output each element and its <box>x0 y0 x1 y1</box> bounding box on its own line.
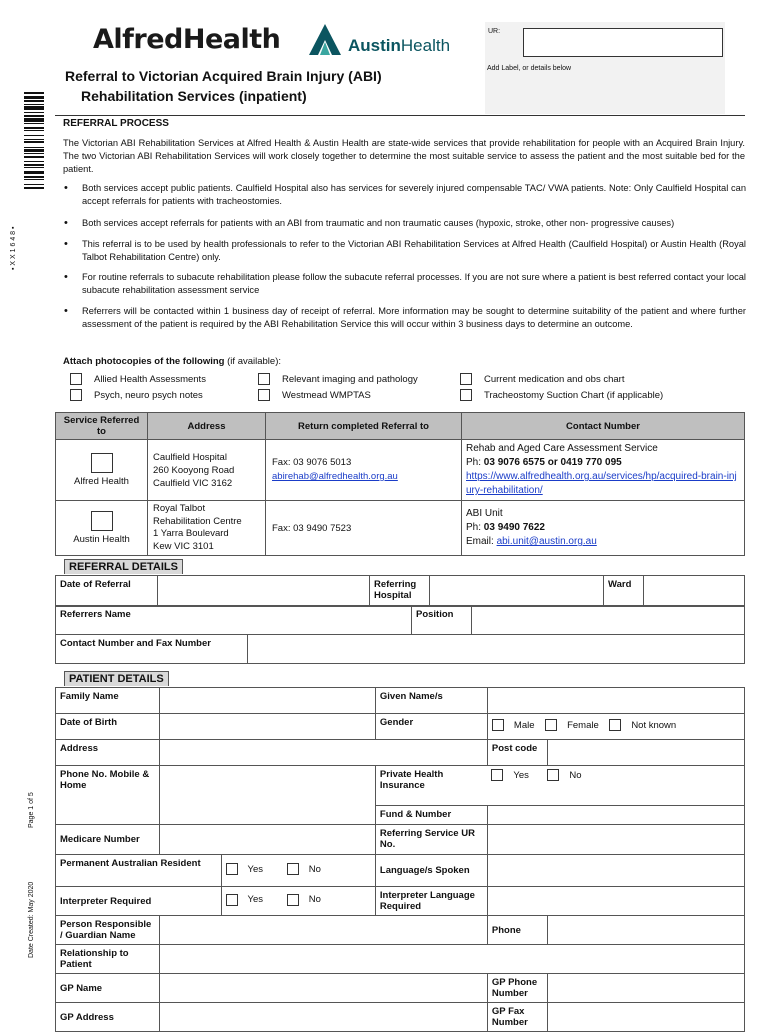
page-title: Referral to Victorian Acquired Brain Injury (ABI) <box>65 68 382 84</box>
private-health-no[interactable]: No <box>547 769 581 781</box>
austin-email-link[interactable]: abi.unit@austin.org.au <box>496 536 597 547</box>
gp-name-field[interactable] <box>160 974 488 1003</box>
austin-fax: Fax: 03 9490 7523 <box>272 522 352 534</box>
page-subtitle: Rehabilitation Services (inpatient) <box>81 88 307 104</box>
languages-field[interactable] <box>487 855 744 887</box>
checkbox[interactable] <box>491 769 503 781</box>
barcode <box>24 92 44 272</box>
attach-allied-health[interactable]: Allied Health Assessments <box>70 373 206 385</box>
fund-label: Fund & Number <box>375 806 487 825</box>
divider <box>55 115 745 116</box>
austin-phone: Ph: 03 9490 7622 <box>466 522 545 533</box>
col-contact: Contact Number <box>462 413 745 440</box>
checkbox[interactable] <box>226 894 238 906</box>
address-line: Caulfield Hospital <box>153 451 227 463</box>
address-line: Kew VIC 3101 <box>153 540 214 552</box>
guardian-phone-field[interactable] <box>547 916 744 945</box>
relationship-field[interactable] <box>160 945 745 974</box>
referring-ur-field[interactable] <box>487 825 744 855</box>
austin-mountain-icon <box>308 22 342 56</box>
referrer-table <box>55 605 745 635</box>
col-address: Address <box>148 413 266 440</box>
private-health-options <box>487 766 744 806</box>
dob-field[interactable] <box>160 714 376 740</box>
austin-checkbox[interactable] <box>91 511 113 531</box>
alfred-url-link[interactable]: https://www.alfredhealth.org.au/services/hp/acquired-brain-injury-rehabilitation/ <box>466 471 737 496</box>
list-item: • Referrers will be contacted within 1 business day of receipt of referral. More information may be sought to determine suitability of the patient and where further assessment of the patient is required by the ABI Rehabilitation Service this will occur within 3 business days to determine an outcome. <box>64 305 746 329</box>
gender-label: Gender <box>375 714 487 740</box>
contact-number-label: Contact Number and Fax Number <box>56 635 248 664</box>
checkbox[interactable] <box>258 373 270 385</box>
person-responsible-field[interactable] <box>160 916 488 945</box>
col-return: Return completed Referral to <box>266 413 462 440</box>
address-line: 1 Yarra Boulevard <box>153 528 229 539</box>
referral-details-heading: REFERRAL DETAILS <box>64 559 183 574</box>
ward-field[interactable] <box>644 576 745 607</box>
ur-input[interactable] <box>523 28 723 57</box>
attach-wmptas[interactable]: Westmead WMPTAS <box>258 389 371 401</box>
referrers-name-label: Referrers Name <box>56 606 412 635</box>
referring-hospital-field[interactable] <box>430 576 604 607</box>
alfred-phone: Ph: 03 9076 6575 or 0419 770 095 <box>466 457 622 468</box>
address-line: Royal Talbot <box>153 503 206 514</box>
interpreter-label: Interpreter Required <box>56 887 222 916</box>
phone-label: Phone No. Mobile & Home <box>56 766 160 825</box>
austin-logo-light: Health <box>400 36 451 55</box>
page-number: Page 1 of 5 <box>28 792 35 828</box>
list-item: • For routine referrals to subacute rehabilitation please follow the subacute referral processes. If you are not sure where a patient is best referred contact your local subacute rehabilitation assessment service <box>64 271 746 295</box>
given-names-label: Given Name/s <box>375 688 487 714</box>
list-item: • This referral is to be used by health professionals to refer to the Victorian ABI Rehabilitation Services at Alfred Health (Caulfield Hospital) or Austin Health (Royal Talbot Rehabilitation Centre) only. <box>64 238 746 262</box>
address-line: Rehabilitation Centre <box>153 515 242 527</box>
alfred-service-name: Alfred Health <box>74 476 129 487</box>
gp-fax-label: GP Fax Number <box>487 1003 547 1032</box>
add-label-text: Add Label, or details below <box>487 65 572 72</box>
checkbox[interactable] <box>547 769 559 781</box>
perm-resident-yes[interactable]: Yes <box>226 863 264 875</box>
checkbox[interactable] <box>460 373 472 385</box>
attach-imaging[interactable]: Relevant imaging and pathology <box>258 373 418 385</box>
referral-intro: The Victorian ABI Rehabilitation Services at Alfred Health & Austin Health are state-wide services that provide rehabilitation for people with an Acquired Brain Injury. The two Victorian ABI Rehabilitation Services will work closely together to determine the most suitable service to assess the patient and the most suitable bed for the patient. <box>63 138 745 174</box>
position-field[interactable] <box>472 606 745 635</box>
gp-phone-label: GP Phone Number <box>487 974 547 1003</box>
list-item: • Both services accept public patients. Caulfield Hospital also has services for severely injured compensable TAC/ VWA patients. Note: Only Caulfield Hospital can accept referrals for patients with tracheostomies. <box>64 182 746 206</box>
barcode-bar <box>24 189 44 190</box>
address-line: 260 Kooyong Road <box>153 464 235 476</box>
gp-address-field[interactable] <box>160 1003 488 1032</box>
dob-label: Date of Birth <box>56 714 160 740</box>
interpreter-no[interactable]: No <box>287 894 321 906</box>
table-row <box>56 440 745 501</box>
gp-name-label: GP Name <box>56 974 160 1003</box>
medicare-field[interactable] <box>160 825 376 855</box>
date-of-referral-field[interactable] <box>158 576 370 607</box>
person-responsible-label: Person Responsible / Guardian Name <box>56 916 160 945</box>
interp-lang-field[interactable] <box>487 887 744 916</box>
gender-female[interactable]: Female <box>545 719 599 731</box>
ward-label: Ward <box>604 576 644 607</box>
fund-field[interactable] <box>487 806 744 825</box>
address-label: Address <box>56 740 160 766</box>
contact-table <box>55 634 745 664</box>
list-item: • Both services accept referrals for patients with an ABI from traumatic and non traumatic causes (hypoxic, stroke, other non- progressive causes) <box>64 217 675 229</box>
gp-phone-field[interactable] <box>547 974 744 1003</box>
services-table <box>55 412 745 556</box>
checkbox[interactable] <box>287 863 299 875</box>
family-name-label: Family Name <box>56 688 160 714</box>
address-field[interactable] <box>160 740 488 766</box>
languages-label: Language/s Spoken <box>375 855 487 887</box>
attach-psych[interactable]: Psych, neuro psych notes <box>70 389 203 401</box>
alfred-contact-title: Rehab and Aged Care Assessment Service <box>466 443 658 454</box>
gp-fax-field[interactable] <box>547 1003 744 1032</box>
alfred-email-link[interactable]: abirehab@alfredhealth.org.au <box>272 471 398 482</box>
perm-resident-label: Permanent Australian Resident <box>56 855 222 887</box>
phone-field[interactable] <box>160 766 376 825</box>
family-name-field[interactable] <box>160 688 376 714</box>
given-names-field[interactable] <box>487 688 744 714</box>
checkbox[interactable] <box>287 894 299 906</box>
interp-lang-label: Interpreter Language Required <box>375 887 487 916</box>
referral-details-table <box>55 575 745 607</box>
austin-email: Email: abi.unit@austin.org.au <box>466 536 597 547</box>
alfred-fax: Fax: 03 9076 5013 <box>272 457 352 468</box>
perm-resident-options <box>221 855 375 887</box>
attach-heading: Attach photocopies of the following (if available): <box>63 356 281 367</box>
austin-contact-title: ABI Unit <box>466 508 503 519</box>
checkbox[interactable] <box>258 389 270 401</box>
ur-label: UR: <box>488 28 501 35</box>
postcode-field[interactable] <box>547 740 744 766</box>
date-of-referral-label: Date of Referral <box>56 576 158 607</box>
checkbox[interactable] <box>70 373 82 385</box>
checkbox[interactable] <box>545 719 557 731</box>
table-row <box>56 501 745 556</box>
checkbox[interactable] <box>609 719 621 731</box>
barcode-text: ▪ X X 1 6 4 8 ▪ <box>10 226 17 270</box>
gender-options <box>487 714 744 740</box>
address-line: Caulfield VIC 3162 <box>153 477 233 489</box>
checkbox[interactable] <box>492 719 504 731</box>
postcode-label: Post code <box>487 740 547 766</box>
attach-tracheostomy[interactable]: Tracheostomy Suction Chart (if applicable) <box>460 389 663 401</box>
patient-details-table <box>55 687 745 1032</box>
medicare-label: Medicare Number <box>56 825 160 855</box>
interpreter-options <box>221 887 375 916</box>
alfred-health-logo: AlfredHealth <box>93 24 281 55</box>
contact-number-field[interactable] <box>248 635 745 664</box>
perm-resident-no[interactable]: No <box>287 863 321 875</box>
patient-details-heading: PATIENT DETAILS <box>64 671 169 686</box>
interpreter-yes[interactable]: Yes <box>226 894 264 906</box>
referring-hospital-label: Referring Hospital <box>370 576 430 607</box>
austin-logo-bold: Austin <box>348 36 401 55</box>
checkbox[interactable] <box>70 389 82 401</box>
referring-ur-label: Referring Service UR No. <box>375 825 487 855</box>
attach-medication[interactable]: Current medication and obs chart <box>460 373 624 385</box>
checkbox[interactable] <box>460 389 472 401</box>
relationship-label: Relationship to Patient <box>56 945 160 974</box>
gp-address-label: GP Address <box>56 1003 160 1032</box>
phone-short-label: Phone <box>487 916 547 945</box>
position-label: Position <box>412 606 472 635</box>
private-health-label: Private Health Insurance <box>375 766 487 806</box>
private-health-yes[interactable]: Yes <box>491 769 529 781</box>
date-created: Date Created: May 2020 <box>28 881 35 958</box>
col-service: Service Referred to <box>56 413 148 440</box>
austin-service-name: Austin Health <box>73 534 130 545</box>
gender-not-known[interactable]: Not known <box>609 719 676 731</box>
gender-male[interactable]: Male <box>492 719 535 731</box>
referral-process-heading: REFERRAL PROCESS <box>63 118 169 129</box>
alfred-checkbox[interactable] <box>91 453 113 473</box>
checkbox[interactable] <box>226 863 238 875</box>
austin-health-logo <box>308 20 450 56</box>
